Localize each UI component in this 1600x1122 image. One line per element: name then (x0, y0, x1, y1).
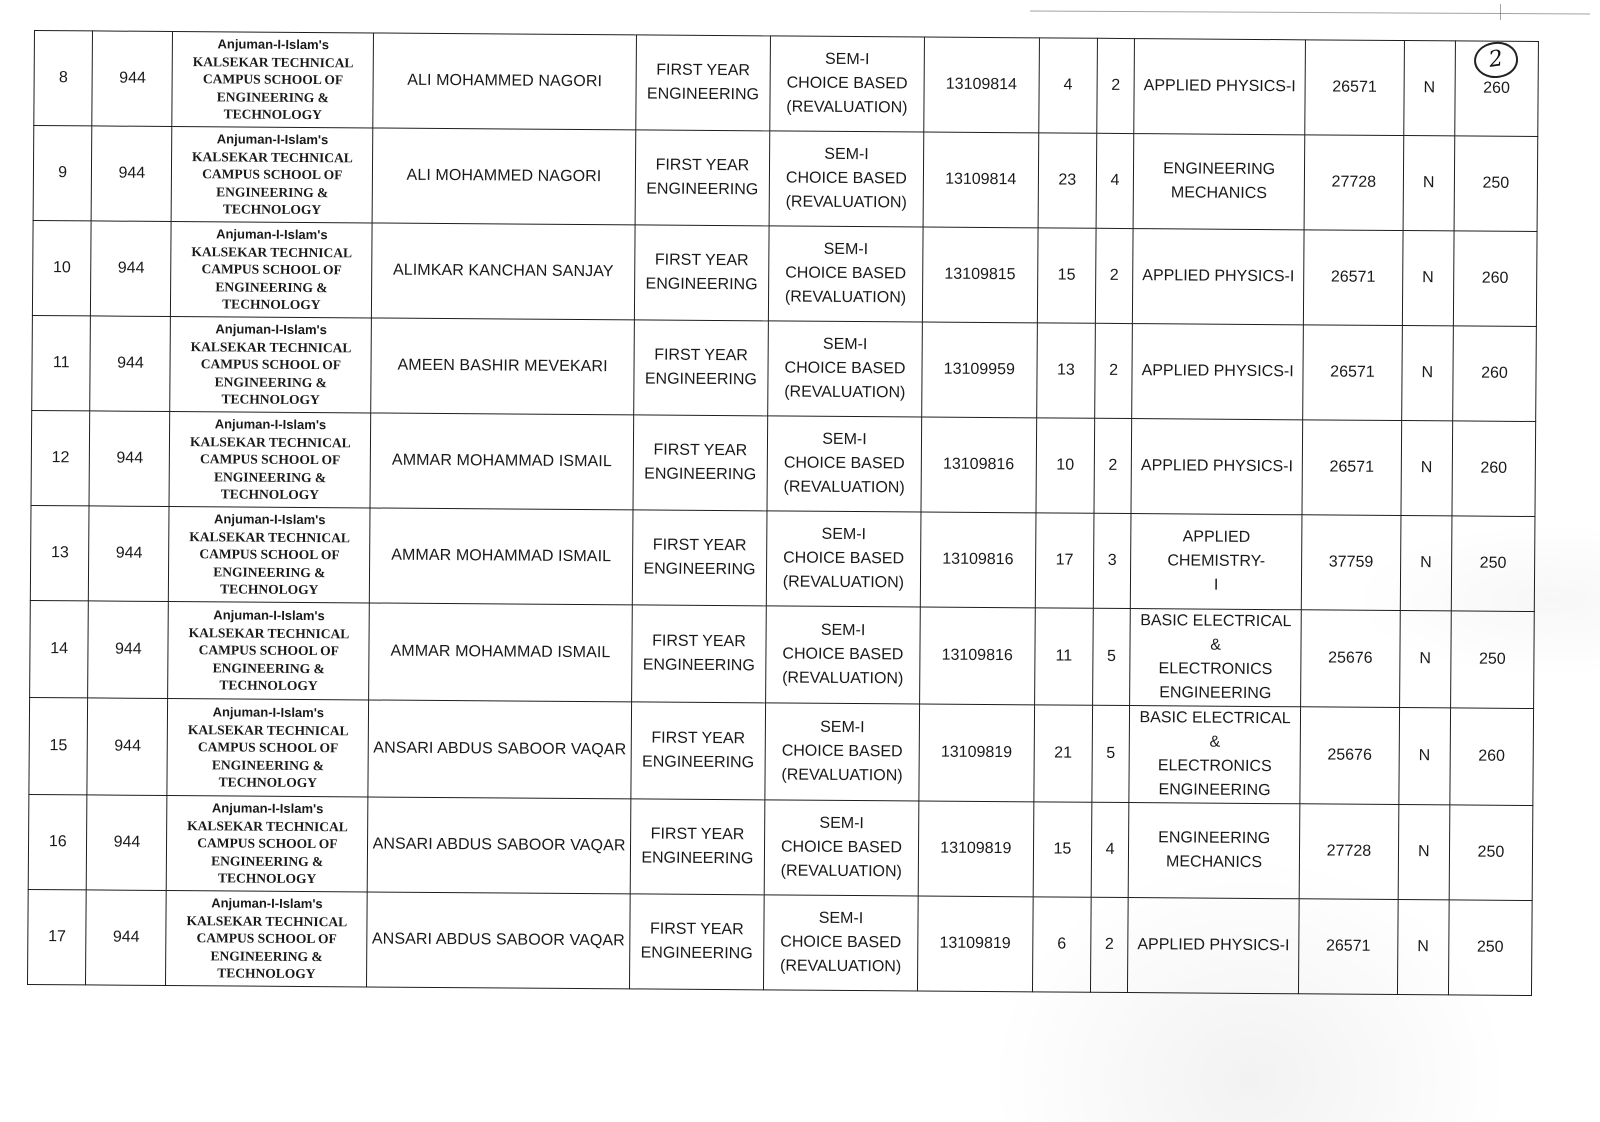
serial-number-cell: 8 (34, 31, 93, 126)
seat-number-cell: 13109816 (919, 607, 1035, 705)
marks-cell: 6 (1032, 897, 1091, 992)
college-name-line: TECHNOLOGY (222, 296, 321, 313)
college-name-line: ENGINEERING & (216, 89, 329, 105)
seat-number-cell: 13109814 (923, 132, 1039, 228)
subject-name-cell (1130, 514, 1302, 610)
subject-name-cell (1134, 39, 1306, 135)
college-name-line: ENGINEERING & (213, 469, 327, 485)
fee-cell: 250 (1449, 805, 1533, 901)
college-name-cell (169, 412, 371, 508)
subject-name-cell (1128, 803, 1300, 899)
flag-cell: N (1403, 41, 1455, 136)
course-line: ENGINEERING (646, 85, 760, 104)
exam-line: SEM-I (820, 621, 866, 640)
student-name-cell: AMEEN BASHIR MEVEKARI (371, 318, 634, 415)
marks-cell: 17 (1035, 513, 1094, 608)
college-name-line: TECHNOLOGY (220, 581, 319, 598)
exam-cell (766, 606, 920, 704)
subject-code-cell: 37759 (1302, 515, 1401, 611)
exam-line: CHOICE BASED (784, 359, 906, 378)
seat-number-cell: 13109816 (921, 417, 1037, 513)
exam-line: SEM-I (820, 718, 865, 737)
college-name-line: Anjuman-I-Islam's (213, 607, 325, 624)
paper-number-cell: 2 (1091, 897, 1129, 992)
exam-line: SEM-I (821, 525, 867, 544)
exam-line: (REVALUATION) (785, 193, 907, 212)
seat-number-cell: 13109815 (922, 227, 1038, 323)
college-name-line: ENGINEERING & (211, 853, 324, 869)
exam-cell (767, 416, 921, 512)
student-name-cell: ALIMKAR KANCHAN SANJAY (372, 223, 635, 320)
student-name-cell: AMMAR MOHAMMAD ISMAIL (370, 413, 633, 510)
fee-cell: 260 (1452, 421, 1536, 517)
subject-code-cell: 26571 (1302, 420, 1401, 516)
college-name-line: ENGINEERING & (210, 948, 323, 964)
college-name-line: TECHNOLOGY (219, 677, 318, 694)
course-cell (630, 799, 765, 895)
paper-number-cell: 2 (1097, 38, 1135, 133)
college-name-line: TECHNOLOGY (218, 774, 318, 791)
course-line: ENGINEERING (642, 656, 755, 675)
fee-cell: 250 (1450, 611, 1534, 709)
student-name-cell: AMMAR MOHAMMAD ISMAIL (370, 508, 633, 605)
table-row (33, 126, 1538, 232)
college-name-cell (169, 507, 371, 603)
student-name-cell: ALI MOHAMMED NAGORI (373, 33, 636, 130)
college-name-line: TECHNOLOGY (223, 106, 322, 123)
student-name-cell: ALI MOHAMMED NAGORI (372, 128, 635, 225)
exam-line: (REVALUATION) (781, 766, 903, 785)
college-name-line: Anjuman-I-Islam's (211, 895, 323, 912)
flag-cell: N (1401, 326, 1453, 421)
exam-cell (768, 321, 922, 417)
course-line: FIRST YEAR (656, 61, 751, 80)
college-name-line: ENGINEERING & (214, 374, 327, 390)
subject-code-cell: 27728 (1299, 804, 1398, 900)
subject-line: ENGINEERING (1163, 160, 1276, 179)
table-row (28, 889, 1533, 995)
subject-code-cell: 26571 (1305, 40, 1404, 136)
seat-number-cell: 13109819 (919, 704, 1035, 802)
exam-line: SEM-I (822, 335, 868, 354)
college-name-line: TECHNOLOGY (221, 391, 320, 408)
course-cell (633, 415, 768, 511)
college-name-line: CAMPUS SCHOOL OF (202, 166, 343, 183)
exam-line: CHOICE BASED (786, 74, 908, 93)
serial-number-cell: 12 (31, 410, 90, 505)
course-cell (634, 225, 769, 321)
college-name-line: KALSEKAR TECHNICAL (190, 338, 352, 356)
subject-code-cell: 26571 (1299, 899, 1398, 995)
course-line: FIRST YEAR (650, 825, 745, 844)
marks-cell: 15 (1033, 802, 1092, 897)
college-name-line: KALSEKAR TECHNICAL (187, 817, 348, 835)
subject-name-cell (1133, 134, 1305, 230)
exam-line: CHOICE BASED (783, 549, 905, 568)
flag-cell: N (1401, 421, 1453, 516)
subject-name-cell (1130, 609, 1302, 707)
flag-cell: N (1400, 516, 1452, 611)
college-name-cell (168, 602, 370, 700)
course-line: FIRST YEAR (654, 251, 749, 270)
college-name-cell (167, 795, 369, 891)
subject-line: APPLIED PHYSICS-I (1141, 362, 1294, 381)
exam-line: CHOICE BASED (780, 933, 902, 952)
paper-number-cell: 5 (1092, 705, 1130, 802)
course-line: FIRST YEAR (649, 920, 744, 939)
scan-artifact-line (1500, 4, 1501, 20)
subject-line: MECHANICS (1170, 184, 1268, 203)
college-name-line: TECHNOLOGY (217, 965, 316, 982)
college-name-line: Anjuman-I-Islam's (212, 704, 325, 721)
serial-number-cell: 9 (33, 126, 92, 221)
serial-number-cell: 14 (30, 600, 89, 697)
paper-number-cell: 2 (1095, 323, 1133, 418)
fee-cell: 250 (1454, 136, 1538, 232)
course-line: FIRST YEAR (652, 536, 747, 555)
paper-number-cell: 4 (1091, 802, 1129, 897)
serial-number-cell: 17 (28, 889, 87, 984)
college-name-line: KALSEKAR TECHNICAL (189, 433, 351, 451)
subject-line: BASIC ELECTRICAL & (1139, 709, 1291, 751)
college-name-line: CAMPUS SCHOOL OF (197, 739, 339, 756)
student-name-cell: AMMAR MOHAMMAD ISMAIL (369, 603, 632, 702)
exam-cell (769, 131, 923, 227)
course-line: FIRST YEAR (654, 346, 748, 365)
college-name-line: CAMPUS SCHOOL OF (198, 642, 339, 659)
college-name-line: CAMPUS SCHOOL OF (200, 356, 342, 373)
course-line: ENGINEERING (644, 370, 757, 389)
paper-number-cell: 5 (1093, 608, 1131, 705)
marks-cell: 10 (1036, 418, 1095, 513)
subject-line: BASIC ELECTRICAL & (1140, 612, 1292, 654)
subject-code-cell: 25676 (1301, 610, 1400, 708)
exam-line: CHOICE BASED (785, 264, 907, 283)
subject-name-cell (1127, 898, 1299, 994)
scan-artifact-line (1030, 11, 1590, 15)
marks-cell: 11 (1034, 608, 1093, 705)
subject-name-cell (1129, 706, 1301, 804)
college-name-line: Anjuman-I-Islam's (214, 416, 327, 433)
college-name-line: KALSEKAR TECHNICAL (192, 148, 353, 166)
serial-number-cell: 11 (32, 315, 91, 410)
exam-line: CHOICE BASED (783, 454, 905, 473)
student-name-cell: ANSARI ABDUS SABOOR VAQAR (368, 797, 631, 894)
college-name-line: KALSEKAR TECHNICAL (187, 721, 349, 739)
exam-line: (REVALUATION) (783, 478, 905, 497)
marks-cell: 21 (1034, 705, 1093, 802)
subject-code-cell: 26571 (1303, 325, 1402, 421)
college-code-cell: 944 (92, 126, 173, 222)
paper-number-cell: 3 (1093, 513, 1131, 608)
college-name-cell (172, 32, 374, 128)
course-cell (631, 702, 766, 800)
college-code-cell: 944 (88, 601, 169, 699)
course-line: ENGINEERING (645, 275, 758, 294)
serial-number-cell: 16 (28, 794, 87, 889)
college-name-line: CAMPUS SCHOOL OF (196, 930, 337, 947)
college-code-cell: 944 (87, 698, 168, 796)
college-name-cell (166, 890, 368, 986)
course-line: FIRST YEAR (651, 729, 746, 748)
subject-code-cell: 25676 (1300, 707, 1399, 805)
course-line: FIRST YEAR (655, 156, 750, 175)
course-line: ENGINEERING (641, 849, 754, 868)
college-code-cell: 944 (91, 221, 172, 317)
college-code-cell: 944 (86, 890, 167, 986)
seat-number-cell: 13109814 (924, 37, 1040, 133)
marks-cell: 4 (1038, 38, 1097, 133)
course-line: ENGINEERING (643, 560, 756, 579)
college-name-line: Anjuman-I-Islam's (215, 321, 327, 338)
college-name-cell (170, 317, 372, 413)
flag-cell: N (1398, 805, 1450, 900)
college-name-line: Anjuman-I-Islam's (216, 131, 329, 148)
college-name-cell (171, 127, 373, 223)
college-name-line: CAMPUS SCHOOL OF (201, 261, 342, 278)
exam-line: CHOICE BASED (782, 645, 904, 664)
course-line: ENGINEERING (644, 465, 757, 484)
fee-cell: 260 (1455, 41, 1539, 137)
flag-cell: N (1398, 708, 1450, 805)
exam-line: (REVALUATION) (784, 288, 907, 307)
college-code-cell: 944 (89, 411, 170, 507)
subject-line: ELECTRONICS (1158, 660, 1273, 679)
exam-cell (764, 800, 918, 896)
exam-line: SEM-I (824, 50, 870, 69)
college-code-cell: 944 (92, 31, 173, 127)
exam-line: (REVALUATION) (779, 957, 902, 976)
seat-number-cell: 13109959 (922, 322, 1038, 418)
fee-cell: 250 (1451, 516, 1535, 612)
subject-code-cell: 26571 (1304, 230, 1403, 326)
college-name-line: ENGINEERING & (215, 279, 328, 295)
college-name-line: Anjuman-I-Islam's (213, 511, 326, 528)
course-line: ENGINEERING (642, 753, 755, 772)
exam-line: (REVALUATION) (780, 862, 902, 881)
subject-code-cell: 27728 (1304, 135, 1403, 231)
college-name-line: ENGINEERING & (216, 184, 329, 200)
subject-line: ELECTRONICS (1157, 757, 1272, 776)
exam-line: CHOICE BASED (781, 742, 903, 761)
subject-line: ENGINEERING (1158, 781, 1271, 800)
subject-line: I (1213, 576, 1219, 594)
exam-line: CHOICE BASED (780, 838, 903, 857)
flag-cell: N (1403, 136, 1455, 231)
exam-line: SEM-I (818, 909, 864, 928)
course-line: FIRST YEAR (653, 441, 748, 460)
serial-number-cell: 15 (29, 697, 88, 794)
marks-cell: 15 (1037, 228, 1096, 323)
college-name-line: KALSEKAR TECHNICAL (188, 624, 350, 642)
college-name-line: CAMPUS SCHOOL OF (200, 451, 341, 468)
table-row (31, 410, 1536, 516)
college-name-line: TECHNOLOGY (217, 870, 317, 887)
marks-cell: 23 (1038, 133, 1097, 228)
seat-number-cell: 13109819 (917, 896, 1033, 992)
course-line: ENGINEERING (640, 944, 753, 963)
exam-line: (REVALUATION) (786, 98, 908, 117)
exam-cell (766, 511, 920, 607)
exam-cell (768, 226, 922, 322)
course-cell (635, 130, 770, 226)
college-name-line: CAMPUS SCHOOL OF (202, 71, 344, 88)
exam-line: CHOICE BASED (785, 169, 907, 188)
subject-line: APPLIED PHYSICS-I (1143, 77, 1296, 96)
exam-cell (765, 703, 919, 801)
flag-cell: N (1399, 611, 1451, 708)
course-line: FIRST YEAR (652, 632, 746, 651)
college-name-line: KALSEKAR TECHNICAL (186, 912, 348, 930)
subject-line: ENGINEERING (1159, 684, 1272, 703)
college-code-cell: 944 (87, 795, 168, 891)
subject-name-cell (1131, 419, 1303, 515)
subject-line: APPLIED CHEMISTRY- (1167, 528, 1266, 571)
fee-cell: 260 (1450, 708, 1534, 806)
college-name-line: CAMPUS SCHOOL OF (197, 835, 338, 852)
college-name-line: Anjuman-I-Islam's (216, 226, 328, 243)
exam-line: (REVALUATION) (784, 383, 906, 402)
exam-line: SEM-I (824, 145, 869, 164)
fee-cell: 250 (1448, 900, 1532, 996)
table-row (28, 794, 1533, 900)
college-name-cell (167, 699, 369, 797)
college-name-line: ENGINEERING & (211, 757, 325, 773)
college-code-cell: 944 (90, 316, 171, 412)
serial-number-cell: 13 (30, 505, 89, 600)
course-cell (632, 510, 767, 606)
subject-line: APPLIED PHYSICS-I (1137, 936, 1290, 955)
college-name-line: KALSEKAR TECHNICAL (192, 53, 354, 71)
college-name-line: TECHNOLOGY (220, 486, 320, 503)
subject-line: APPLIED PHYSICS-I (1140, 457, 1294, 476)
seat-number-cell: 13109819 (918, 801, 1034, 897)
college-code-cell: 944 (89, 506, 170, 602)
exam-line: (REVALUATION) (782, 573, 905, 592)
college-name-line: KALSEKAR TECHNICAL (189, 528, 351, 546)
student-name-cell: ANSARI ABDUS SABOOR VAQAR (367, 892, 630, 989)
seat-number-cell: 13109816 (920, 512, 1036, 608)
table-row (32, 220, 1537, 326)
college-name-line: KALSEKAR TECHNICAL (191, 243, 353, 261)
college-name-cell (171, 222, 373, 318)
course-line: ENGINEERING (646, 180, 759, 199)
college-name-line: Anjuman-I-Islam's (211, 800, 324, 817)
college-name-line: ENGINEERING & (213, 564, 326, 580)
paper-number-cell: 4 (1096, 133, 1134, 228)
table-row (29, 697, 1534, 805)
table-row (34, 31, 1539, 137)
college-name-line: ENGINEERING & (212, 660, 325, 676)
table-body (28, 31, 1539, 996)
table-row (30, 600, 1535, 708)
subject-line: ENGINEERING (1158, 829, 1271, 848)
course-cell (633, 320, 768, 416)
revaluation-table (27, 30, 1539, 996)
exam-line: SEM-I (823, 240, 869, 259)
course-cell (636, 35, 771, 131)
subject-line: APPLIED PHYSICS-I (1142, 267, 1295, 286)
fee-cell: 260 (1453, 326, 1537, 422)
college-name-line: TECHNOLOGY (222, 201, 322, 218)
exam-line: (REVALUATION) (782, 669, 904, 688)
course-cell (631, 605, 766, 703)
serial-number-cell: 10 (32, 220, 91, 315)
results-table-wrapper (27, 30, 1539, 996)
marks-cell: 13 (1036, 323, 1095, 418)
exam-line: SEM-I (822, 430, 867, 449)
page-number-mark: 2 (1472, 39, 1521, 81)
table-row (30, 505, 1535, 611)
subject-name-cell (1132, 229, 1304, 325)
flag-cell: N (1402, 231, 1454, 326)
exam-cell (770, 36, 924, 132)
student-name-cell: ANSARI ABDUS SABOOR VAQAR (368, 700, 631, 799)
exam-cell (764, 895, 918, 991)
exam-line: SEM-I (819, 814, 864, 833)
table-row (32, 315, 1537, 421)
college-name-line: Anjuman-I-Islam's (217, 36, 330, 53)
flag-cell: N (1397, 900, 1449, 995)
paper-number-cell: 2 (1095, 228, 1133, 323)
college-name-line: CAMPUS SCHOOL OF (199, 546, 340, 563)
fee-cell: 260 (1453, 231, 1537, 327)
subject-name-cell (1132, 324, 1304, 420)
paper-number-cell: 2 (1094, 418, 1132, 513)
subject-line: MECHANICS (1165, 853, 1263, 872)
course-cell (629, 894, 764, 990)
